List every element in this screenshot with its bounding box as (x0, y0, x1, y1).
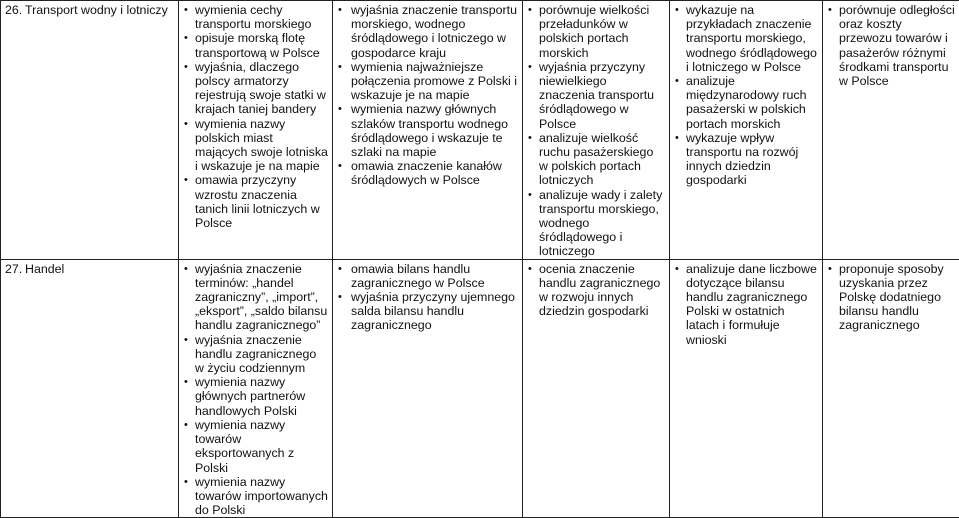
requirements-cell-level-1 (179, 259, 333, 518)
requirement-item: • analizuje międzynarodowy ruch pasażerski w polskich portach morskich (674, 74, 818, 131)
requirement-item: • wyjaśnia przyczyny ujemnego salda bilansu handlu zagranicznego (337, 290, 518, 333)
requirement-item: • wymienia nazwy towarów eksportowanych z Polski (183, 418, 328, 475)
requirements-cell-level-3 (523, 259, 670, 518)
table-row (1, 259, 959, 518)
requirements-cell-level-2 (333, 259, 523, 518)
requirements-cell-level-5 (823, 259, 959, 518)
requirements-cell-level-5 (823, 1, 959, 260)
requirement-item: • wyjaśnia, dlaczego polscy armatorzy rejestrują swoje statki w krajach taniej bandery (183, 60, 328, 117)
requirements-list (337, 262, 518, 333)
requirement-item: • wyjaśnia znaczenie terminów: „handel zagraniczny”, „import”, „eksport”, „saldo bilansu handlu zagranicznego” (183, 262, 328, 333)
requirement-item: • wyjaśnia znaczenie handlu zagranicznego w życiu codziennym (183, 333, 328, 376)
requirements-cell-level-2 (333, 1, 523, 260)
requirement-item: • ocenia znaczenie handlu zagranicznego w rozwoju innych dziedzin gospodarki (527, 262, 665, 319)
requirement-item: • wykazuje na przykładach znaczenie transportu morskiego, wodnego śródlądowego i lotniczego w Polsce (674, 3, 818, 74)
requirement-item: • analizuje dane liczbowe dotyczące bilansu handlu zagranicznego Polski w ostatnich latach i formułuje wnioski (674, 262, 818, 347)
requirement-item: • omawia bilans handlu zagranicznego w Polsce (337, 262, 518, 290)
requirement-item: • wymienia nazwy głównych szlaków transportu wodnego śródlądowego i wskazuje te szlaki na mapie (337, 102, 518, 159)
requirement-item: • wymienia nazwy polskich miast mających swoje lotniska i wskazuje je na mapie (183, 117, 328, 174)
requirement-item: • wymienia cechy transportu morskiego (183, 3, 328, 31)
topic-cell (1, 1, 179, 260)
requirements-cell-level-3 (523, 1, 670, 260)
requirements-list (827, 262, 955, 333)
requirements-cell-level-4 (670, 1, 823, 260)
requirement-item: • wykazuje wpływ transportu na rozwój innych dziedzin gospodarki (674, 131, 818, 188)
lesson-number: 27. (5, 262, 25, 276)
topic-cell (1, 259, 179, 518)
requirement-item: • wymienia nazwy głównych partnerów handlowych Polski (183, 375, 328, 418)
requirement-item: • wyjaśnia przyczyny niewielkiego znaczenia transportu śródlądowego w Polsce (527, 60, 665, 131)
requirement-item: • wymienia nazwy towarów importowanych do Polski (183, 475, 328, 518)
requirements-list (337, 3, 518, 188)
requirement-item: • porównuje wielkości przeładunków w polskich portach morskich (527, 3, 665, 60)
requirement-item: • porównuje odległości oraz koszty przewozu towarów i pasażerów różnymi środkami transportu w Polsce (827, 3, 955, 88)
requirements-list (527, 3, 665, 259)
lesson-topic: Handel (25, 262, 174, 276)
requirement-item: • omawia znaczenie kanałów śródlądowych w Polsce (337, 159, 518, 187)
requirements-cell-level-1 (179, 1, 333, 260)
requirement-item: • analizuje wady i zalety transportu morskiego, wodnego śródlądowego i lotniczego (527, 188, 665, 259)
requirement-item: • omawia przyczyny wzrostu znaczenia tanich linii lotniczych w Polsce (183, 173, 328, 230)
requirements-list (183, 3, 328, 230)
requirements-list (674, 262, 818, 347)
requirements-list (827, 3, 955, 88)
lesson-number: 26. (5, 3, 25, 17)
requirement-item: • wymienia najważniejsze połączenia promowe z Polski i wskazuje je na mapie (337, 60, 518, 103)
lesson-topic: Transport wodny i lotniczy (25, 3, 174, 17)
requirement-item: • analizuje wielkość ruchu pasażerskiego w polskich portach lotniczych (527, 131, 665, 188)
table-row (1, 1, 959, 260)
requirement-item: • wyjaśnia znaczenie transportu morskiego, wodnego śródlądowego i lotniczego w gospodarce kraju (337, 3, 518, 60)
requirements-cell-level-4 (670, 259, 823, 518)
requirement-item: • opisuje morską flotę transportową w Polsce (183, 31, 328, 59)
requirements-list (674, 3, 818, 188)
requirements-list (183, 262, 328, 518)
requirement-item: • proponuje sposoby uzyskania przez Polskę dodatniego bilansu handlu zagranicznego (827, 262, 955, 333)
requirements-list (527, 262, 665, 319)
